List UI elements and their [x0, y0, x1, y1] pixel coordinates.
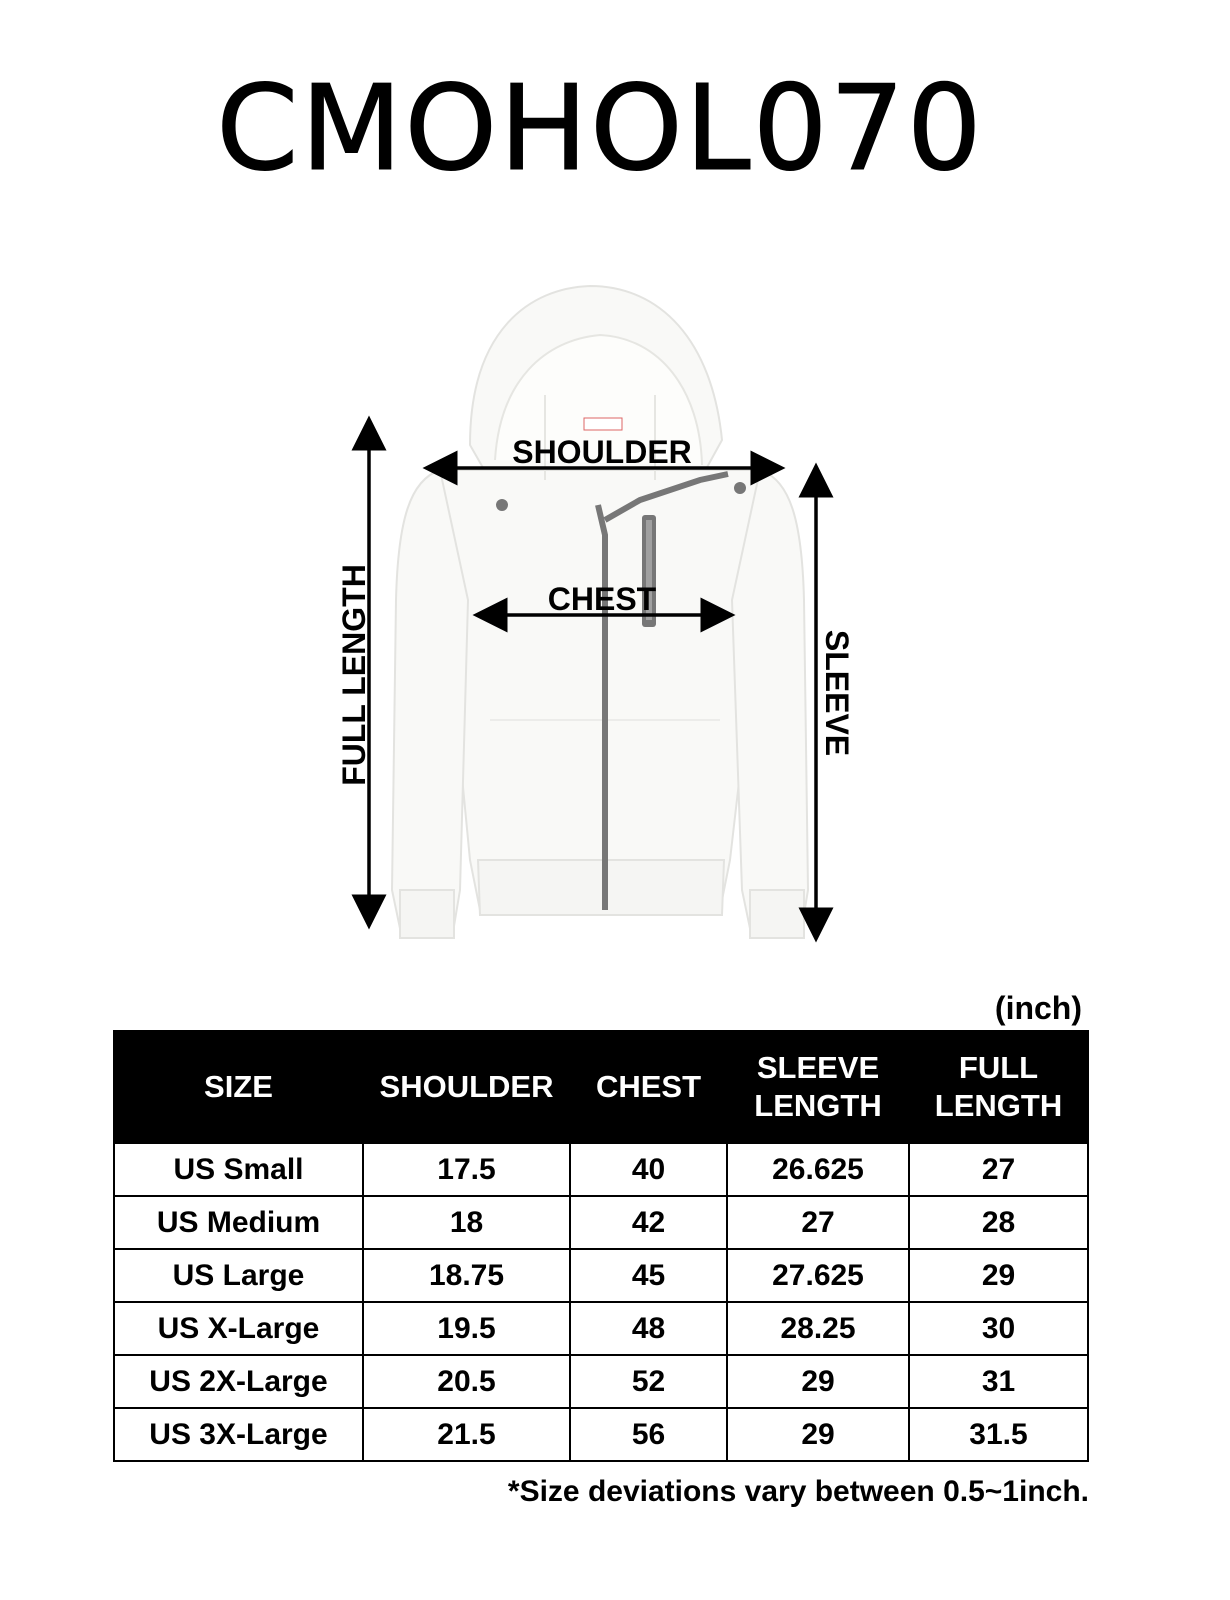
table-row: [114, 1408, 1088, 1461]
header-size: SIZE: [114, 1031, 363, 1143]
full-length-cell: 31: [909, 1355, 1088, 1408]
full-length-cell: 31.5: [909, 1408, 1088, 1461]
table-row: [114, 1196, 1088, 1249]
neck-label: [584, 418, 622, 430]
size-cell: US X-Large: [114, 1302, 363, 1355]
size-cell: US 2X-Large: [114, 1355, 363, 1408]
chest-cell: 52: [570, 1355, 727, 1408]
full-length-cell: 30: [909, 1302, 1088, 1355]
sleeve-length-cell: 27: [727, 1196, 909, 1249]
sleeve-length-cell: 26.625: [727, 1143, 909, 1196]
shoulder-label: SHOULDER: [512, 434, 692, 470]
chest-cell: 45: [570, 1249, 727, 1302]
product-code-title: CMOHOL070: [216, 59, 984, 197]
right-cuff: [750, 890, 804, 938]
shoulder-cell: 18: [363, 1196, 570, 1249]
size-cell: US Large: [114, 1249, 363, 1302]
header-sleeve-length: SLEEVE LENGTH: [727, 1031, 909, 1143]
right-drawstring: [734, 482, 746, 494]
sleeve-label: SLEEVE: [819, 629, 855, 757]
chest-cell: 40: [570, 1143, 727, 1196]
hoodie-body: [440, 470, 760, 910]
table-row: [114, 1302, 1088, 1355]
chest-cell: 48: [570, 1302, 727, 1355]
table-row: [114, 1249, 1088, 1302]
table-row: [114, 1355, 1088, 1408]
unit-label: (inch): [994, 990, 1082, 1026]
size-cell: US Small: [114, 1143, 363, 1196]
sleeve-length-cell: 27.625: [727, 1249, 909, 1302]
sleeve-length-cell: 28.25: [727, 1302, 909, 1355]
left-drawstring: [496, 499, 508, 511]
header-full-length: FULL LENGTH: [909, 1031, 1088, 1143]
left-cuff: [400, 890, 454, 938]
sleeve-length-cell: 29: [727, 1355, 909, 1408]
header-chest: CHEST: [570, 1031, 727, 1143]
chest-cell: 56: [570, 1408, 727, 1461]
shoulder-cell: 21.5: [363, 1408, 570, 1461]
chest-cell: 42: [570, 1196, 727, 1249]
header-shoulder: SHOULDER: [363, 1031, 570, 1143]
shoulder-cell: 18.75: [363, 1249, 570, 1302]
table-row: [114, 1143, 1088, 1196]
full-length-cell: 28: [909, 1196, 1088, 1249]
size-cell: US Medium: [114, 1196, 363, 1249]
waistband: [478, 860, 724, 915]
chest-label: CHEST: [547, 581, 657, 617]
table-header-row: [114, 1031, 1088, 1143]
shoulder-cell: 19.5: [363, 1302, 570, 1355]
size-cell: US 3X-Large: [114, 1408, 363, 1461]
shoulder-cell: 20.5: [363, 1355, 570, 1408]
hoodie-measurement-diagram: [0, 270, 1230, 970]
sleeve-length-cell: 29: [727, 1408, 909, 1461]
full-length-cell: 27: [909, 1143, 1088, 1196]
full-length-label: FULL LENGTH: [336, 564, 372, 786]
shoulder-cell: 17.5: [363, 1143, 570, 1196]
full-length-cell: 29: [909, 1249, 1088, 1302]
size-deviation-note: *Size deviations vary between 0.5~1inch.: [507, 1475, 1089, 1508]
size-chart-table: [113, 1030, 1089, 1462]
